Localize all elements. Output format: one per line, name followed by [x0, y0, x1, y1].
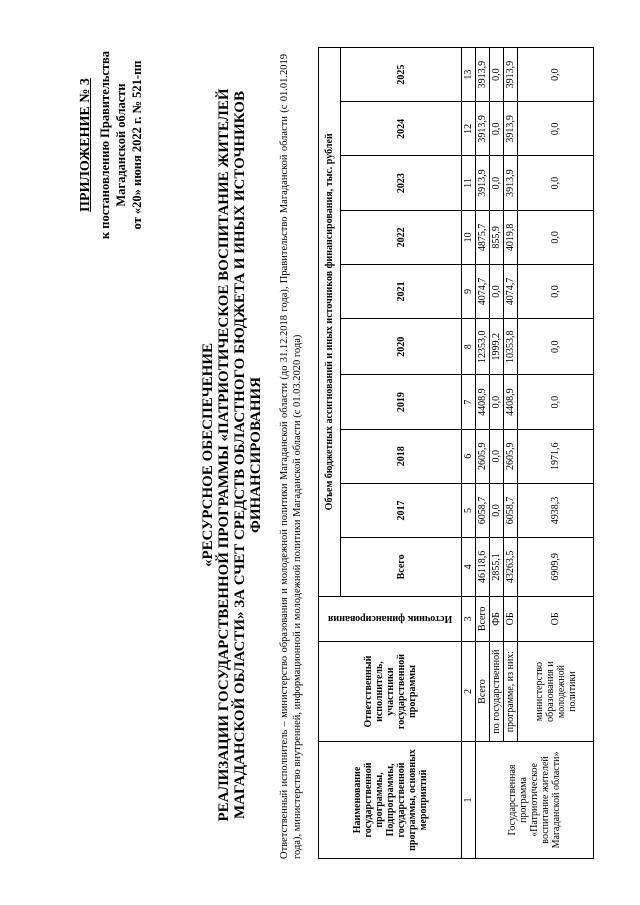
value-cell: 0,0 [518, 156, 594, 210]
value-cell: 2855,1 [490, 538, 504, 597]
table-row [490, 48, 504, 859]
value-cell: 0,0 [518, 264, 594, 318]
executor-cell: министерство образования и молодежной политики [518, 642, 594, 742]
header-year: 2024 [341, 102, 462, 156]
column-number: 9 [462, 264, 476, 318]
value-cell: 4408,9 [504, 375, 518, 429]
value-cell: 0,0 [518, 319, 594, 375]
column-number: 4 [462, 538, 476, 597]
title-line: МАГАДАНСКОЙ ОБЛАСТИ» ЗА СЧЕТ СРЕДСТВ ОБЛАСТНОГО БЮДЖЕТА И ИНЫХ ИСТОЧНИКОВ [232, 91, 248, 819]
title-line: ФИНАНСИРОВАНИЯ [248, 376, 264, 534]
executor-cell: программе, из них: [504, 642, 518, 742]
header-year: 2025 [341, 48, 462, 102]
header-name: Наименование государственной программы, Подпрограммы, государственной программы, основных мероприятий [319, 741, 462, 858]
value-cell: 4019,8 [504, 210, 518, 264]
value-cell: 0,0 [490, 429, 504, 483]
source-cell: ОБ [504, 596, 518, 642]
value-cell: 3913,9 [476, 102, 490, 156]
value-cell: 12353,0 [476, 319, 490, 375]
value-cell: 855,9 [490, 210, 504, 264]
value-cell: 6909,9 [518, 538, 594, 597]
value-cell: 0,0 [490, 48, 504, 102]
value-cell: 0,0 [518, 375, 594, 429]
header-total: Всего [341, 538, 462, 597]
header-year: 2017 [341, 483, 462, 537]
header-row [319, 48, 341, 859]
value-cell: 1971,6 [518, 429, 594, 483]
column-number: 12 [462, 102, 476, 156]
column-number: 6 [462, 429, 476, 483]
column-number: 1 [462, 741, 476, 858]
header-year: 2019 [341, 375, 462, 429]
value-cell: 1999,2 [490, 319, 504, 375]
value-cell: 4408,9 [476, 375, 490, 429]
column-number-row [462, 48, 476, 859]
source-cell: Всего [476, 596, 490, 642]
appendix-block [78, 35, 145, 255]
value-cell: 4074,7 [504, 264, 518, 318]
value-cell: 2605,9 [476, 429, 490, 483]
column-number: 2 [462, 642, 476, 742]
value-cell: 6058,7 [476, 483, 490, 537]
column-number: 13 [462, 48, 476, 102]
column-number: 3 [462, 596, 476, 642]
appendix-date: от «20» июня 2022 г. № 521-пп [130, 60, 144, 230]
table-row [504, 48, 518, 859]
value-cell: 4074,7 [476, 264, 490, 318]
executor-cell: Всего [476, 642, 490, 742]
appendix-number: ПРИЛОЖЕНИЕ № 3 [78, 78, 93, 212]
value-cell: 3913,9 [476, 156, 490, 210]
value-cell: 3913,9 [504, 102, 518, 156]
value-cell: 3913,9 [476, 48, 490, 102]
value-cell: 0,0 [518, 210, 594, 264]
value-cell: 4875,7 [476, 210, 490, 264]
document-title [200, 65, 264, 845]
value-cell: 0,0 [490, 156, 504, 210]
value-cell: 43263,5 [504, 538, 518, 597]
value-cell: 0,0 [518, 48, 594, 102]
funding-table [318, 47, 594, 859]
header-source: Источник финансирования [327, 613, 453, 625]
value-cell: 3913,9 [504, 156, 518, 210]
header-year: 2018 [341, 429, 462, 483]
source-cell: ФБ [490, 596, 504, 642]
source-cell: ОБ [518, 596, 594, 642]
value-cell: 0,0 [490, 483, 504, 537]
table-row [476, 48, 490, 859]
value-cell: 0,0 [518, 102, 594, 156]
column-number: 5 [462, 483, 476, 537]
column-number: 10 [462, 210, 476, 264]
program-name: Государственная программа «Патриотическое воспитание жителей Магаданской области» [476, 741, 594, 858]
column-number: 11 [462, 156, 476, 210]
value-cell: 10353,8 [504, 319, 518, 375]
appendix-line: к постановлению Правительства [98, 50, 112, 240]
title-line: «РЕСУРСНОЕ ОБЕСПЕЧЕНИЕ [200, 342, 216, 568]
executor-cell: по государственной [490, 642, 504, 742]
column-number: 7 [462, 375, 476, 429]
column-number: 8 [462, 319, 476, 375]
header-year: 2023 [341, 156, 462, 210]
title-line: РЕАЛИЗАЦИИ ГОСУДАРСТВЕННОЙ ПРОГРАММЫ «ПАТРИОТИЧЕСКОЕ ВОСПИТАНИЕ ЖИТЕЛЕЙ [216, 88, 232, 822]
header-executor: Ответственный исполнитель, участники государственной программы [319, 642, 462, 742]
table-row [518, 48, 594, 859]
value-cell: 46118,6 [476, 538, 490, 597]
value-cell: 0,0 [490, 102, 504, 156]
header-year: 2022 [341, 210, 462, 264]
value-cell: 4938,3 [518, 483, 594, 537]
value-cell: 6058,7 [504, 483, 518, 537]
header-year: 2020 [341, 319, 462, 375]
header-year: 2021 [341, 264, 462, 318]
value-cell: 2605,9 [504, 429, 518, 483]
value-cell: 0,0 [490, 264, 504, 318]
appendix-line: Магаданской области [114, 83, 128, 207]
responsible-executor: Ответственный исполнитель – министерство образования и молодежной политики Магаданской области (до 31.12.2018 года), Правительство Магаданской области (с 01.01.2019 года), министерство внутренней, информационной и молодежной политики Магаданской области (с 01.03.2020 года) [279, 54, 303, 859]
header-volume: Объем бюджетных ассигнований и иных источников финансирования, тыс. рублей [319, 48, 341, 597]
value-cell: 0,0 [490, 375, 504, 429]
header-source-cell [319, 596, 462, 642]
value-cell: 3913,9 [504, 48, 518, 102]
